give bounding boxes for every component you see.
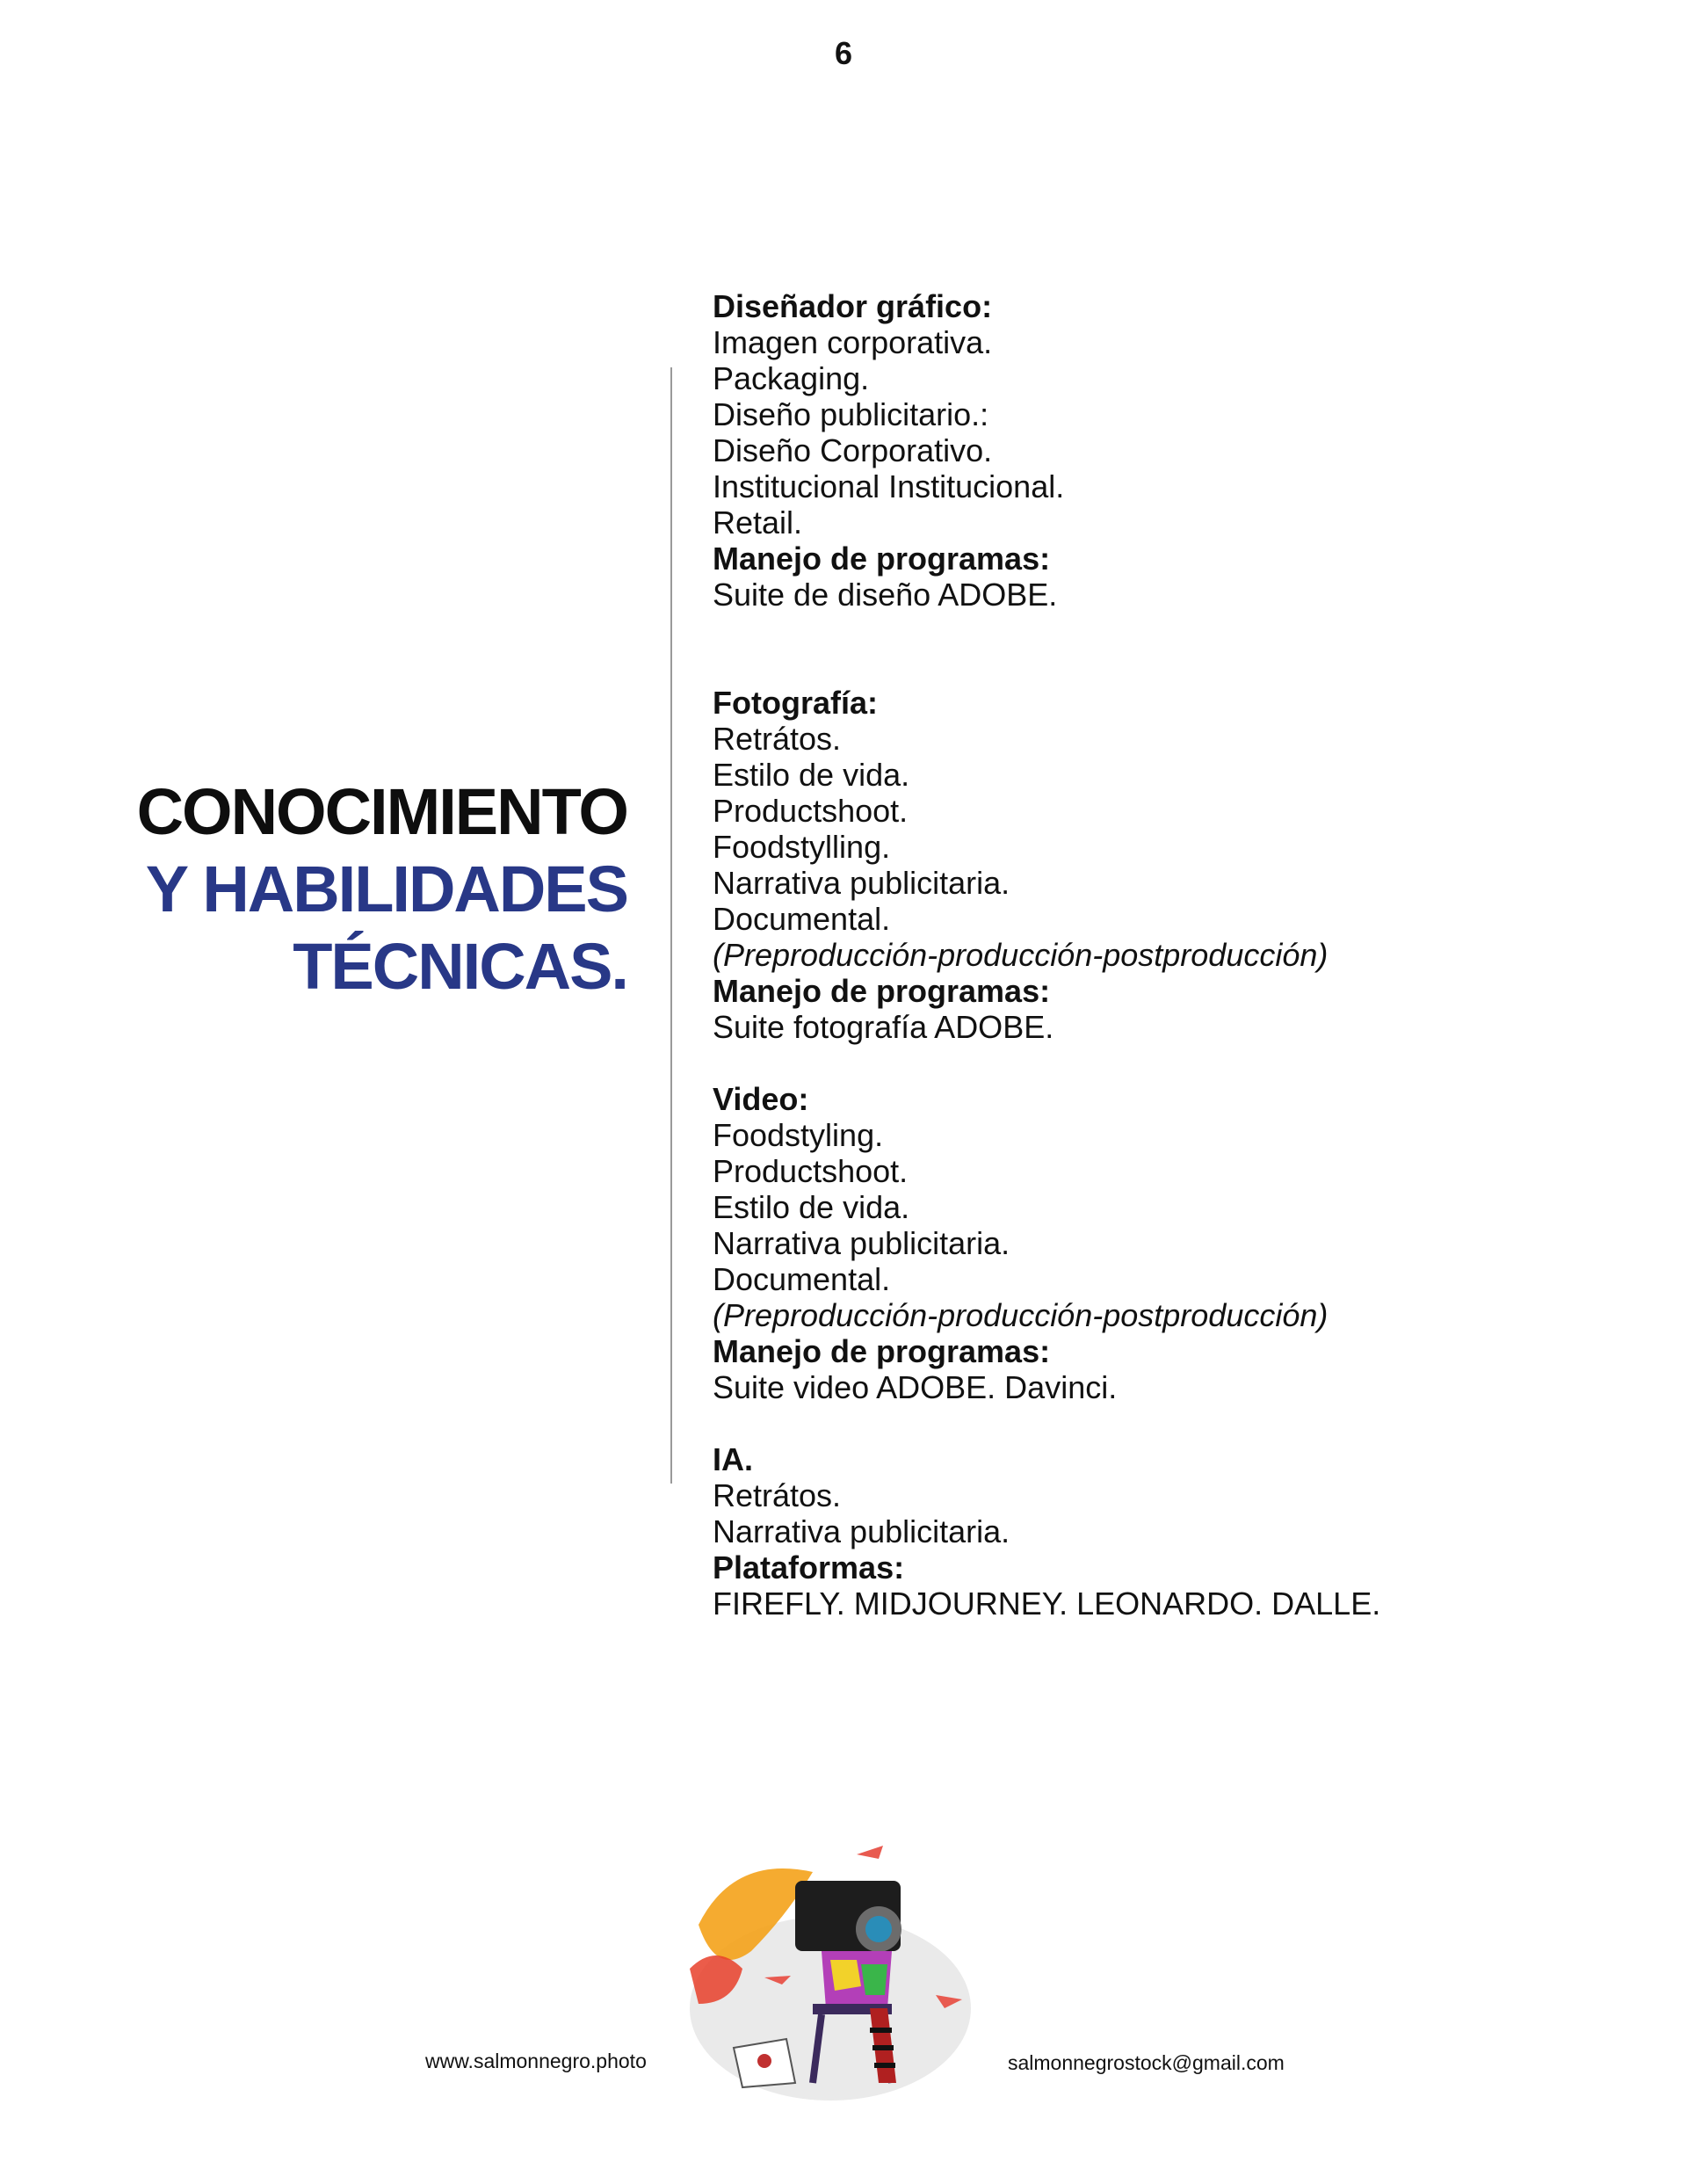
- programs-value: Suite video ADOBE. Davinci.: [713, 1369, 1118, 1405]
- section-title: Diseñador gráfico:: [713, 288, 993, 324]
- list-item: Documental.: [713, 1261, 891, 1297]
- section-title: Fotografía:: [713, 685, 878, 721]
- programs-label: Manejo de programas:: [713, 541, 1051, 577]
- heading-line-3: TÉCNICAS.: [293, 930, 627, 1003]
- section-title: Video:: [713, 1081, 809, 1117]
- section-ia: [713, 1441, 1591, 1622]
- list-item: Packaging.: [713, 360, 870, 396]
- list-item: Estilo de vida.: [713, 757, 910, 793]
- page-heading: [137, 773, 627, 1005]
- list-item: Foodstylling.: [713, 829, 891, 865]
- website-link[interactable]: www.salmonnegro.photo: [425, 2050, 647, 2072]
- list-item: Diseño publicitario.:: [713, 396, 989, 432]
- list-item: Documental.: [713, 901, 891, 937]
- list-item: Estilo de vida.: [713, 1189, 910, 1225]
- list-item: Retrátos.: [713, 1477, 842, 1513]
- platforms-label: Plataformas:: [713, 1549, 905, 1585]
- skills-content: [713, 288, 1591, 1622]
- programs-value: Suite fotografía ADOBE.: [713, 1009, 1054, 1045]
- list-item: Productshoot.: [713, 1153, 909, 1189]
- platforms-value: FIREFLY. MIDJOURNEY. LEONARDO. DALLE.: [713, 1585, 1381, 1622]
- programs-label: Manejo de programas:: [713, 1333, 1051, 1369]
- production-note: (Preproducción-producción-postproducción): [713, 1297, 1329, 1333]
- list-item: Retrátos.: [713, 721, 842, 757]
- list-item: Diseño Corporativo.: [713, 432, 993, 468]
- programs-label: Manejo de programas:: [713, 973, 1051, 1009]
- list-item: Narrativa publicitaria.: [713, 1225, 1010, 1261]
- list-item: Institucional Institucional.: [713, 468, 1065, 504]
- photographer-illustration: [681, 1819, 980, 2101]
- vertical-divider: [670, 367, 672, 1484]
- production-note: (Preproducción-producción-postproducción): [713, 937, 1329, 973]
- list-item: Productshoot.: [713, 793, 909, 829]
- heading-line-2: Y HABILIDADES: [145, 853, 627, 925]
- list-item: Imagen corporativa.: [713, 324, 993, 360]
- email-link[interactable]: salmonnegrostock@gmail.com: [1008, 2051, 1285, 2074]
- page-number: 6: [834, 35, 853, 71]
- heading-line-1: CONOCIMIENTO: [136, 775, 627, 848]
- section-fotografia: [713, 685, 1591, 1045]
- section-video: [713, 1081, 1591, 1405]
- list-item: Retail.: [713, 504, 803, 541]
- list-item: Narrativa publicitaria.: [713, 1513, 1010, 1549]
- programs-value: Suite de diseño ADOBE.: [713, 577, 1058, 613]
- list-item: Foodstyling.: [713, 1117, 884, 1153]
- section-diseno: [713, 288, 1591, 613]
- section-title: IA.: [713, 1441, 754, 1477]
- list-item: Narrativa publicitaria.: [713, 865, 1010, 901]
